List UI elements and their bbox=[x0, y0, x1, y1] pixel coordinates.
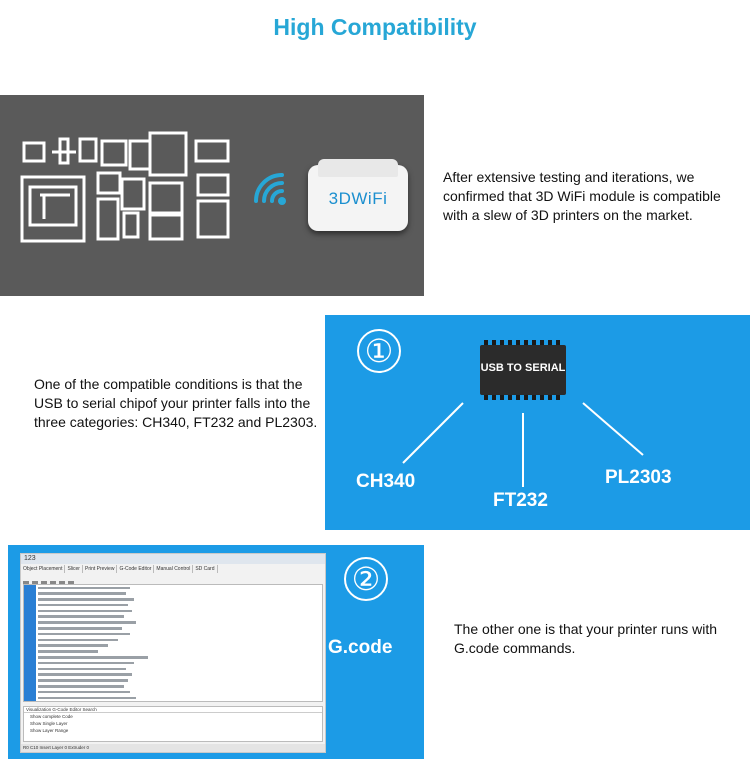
option-complete-code: Show complete Code bbox=[30, 714, 73, 719]
gcode-editor-screenshot bbox=[20, 553, 326, 753]
code-text-stroke bbox=[38, 627, 122, 630]
gcode-panel bbox=[8, 545, 424, 759]
usb-serial-panel bbox=[325, 315, 750, 530]
window-status-bar: R0 C10 Insert Layer 0 Extruder 0 bbox=[21, 744, 325, 752]
chip-label: USB TO SERIAL bbox=[480, 362, 566, 374]
module-top-cap bbox=[318, 159, 398, 177]
code-text-stroke bbox=[38, 621, 136, 624]
code-text-stroke bbox=[38, 697, 136, 700]
code-text-stroke bbox=[38, 610, 132, 613]
module-label: 3DWiFi bbox=[328, 189, 388, 208]
code-text-stroke bbox=[38, 587, 130, 590]
option-single-layer: Show Single Layer bbox=[30, 721, 68, 726]
window-tab: SD Card bbox=[193, 565, 217, 573]
code-text-stroke bbox=[38, 691, 130, 694]
code-text-stroke bbox=[38, 662, 134, 665]
step-two-badge: ② bbox=[344, 557, 388, 601]
window-tab: Manual Control bbox=[154, 565, 193, 573]
code-text-stroke bbox=[38, 644, 108, 647]
chip-pl2303: PL2303 bbox=[605, 467, 672, 488]
step-one-badge: ① bbox=[357, 329, 401, 373]
printers-panel bbox=[0, 95, 424, 296]
line-number-marker bbox=[24, 701, 36, 702]
code-text-stroke bbox=[38, 668, 126, 671]
code-text-stroke bbox=[38, 592, 126, 595]
code-text-stroke bbox=[38, 673, 132, 676]
code-text-stroke bbox=[38, 650, 98, 653]
code-line bbox=[24, 701, 322, 702]
page-title: High Compatibility bbox=[273, 14, 477, 40]
gcode-text-area bbox=[23, 584, 323, 702]
code-text-stroke bbox=[38, 604, 128, 607]
usb-serial-description: One of the compatible conditions is that the USB to serial chipof your printer falls into the three categories: CH340, FT232 and PL2303. bbox=[34, 376, 318, 430]
code-text-stroke bbox=[38, 639, 118, 642]
window-tab: Print Preview bbox=[83, 565, 117, 573]
window-toolbar bbox=[23, 574, 323, 582]
code-text-stroke bbox=[38, 615, 124, 618]
window-tabs bbox=[21, 565, 325, 573]
window-tab: Slicer bbox=[65, 565, 83, 573]
wifi-icon bbox=[250, 171, 294, 215]
option-layer-range: Show Layer Range bbox=[30, 728, 69, 733]
code-text-stroke bbox=[38, 679, 128, 682]
window-tab: Object Placement bbox=[21, 565, 65, 573]
visualization-panel bbox=[23, 706, 323, 742]
compatibility-description: After extensive testing and iterations, we confirmed that 3D WiFi module is compatible with a slew of 3D printers on the market. bbox=[443, 169, 721, 223]
wifi-module-device bbox=[308, 165, 408, 231]
window-title: 123 bbox=[21, 554, 325, 564]
code-text-stroke bbox=[38, 633, 130, 636]
gcode-label: G.code bbox=[328, 637, 393, 658]
chip-ft232: FT232 bbox=[493, 490, 548, 511]
bottom-tabs: Visualization G-Code Editor Search bbox=[24, 707, 322, 713]
chip-ch340: CH340 bbox=[356, 471, 416, 492]
code-text-stroke bbox=[38, 685, 124, 688]
gcode-description: The other one is that your printer runs with G.code commands. bbox=[454, 621, 718, 656]
code-text-stroke bbox=[38, 656, 148, 659]
window-tab: G-Code Editor bbox=[117, 565, 154, 573]
code-text-stroke bbox=[38, 598, 134, 601]
